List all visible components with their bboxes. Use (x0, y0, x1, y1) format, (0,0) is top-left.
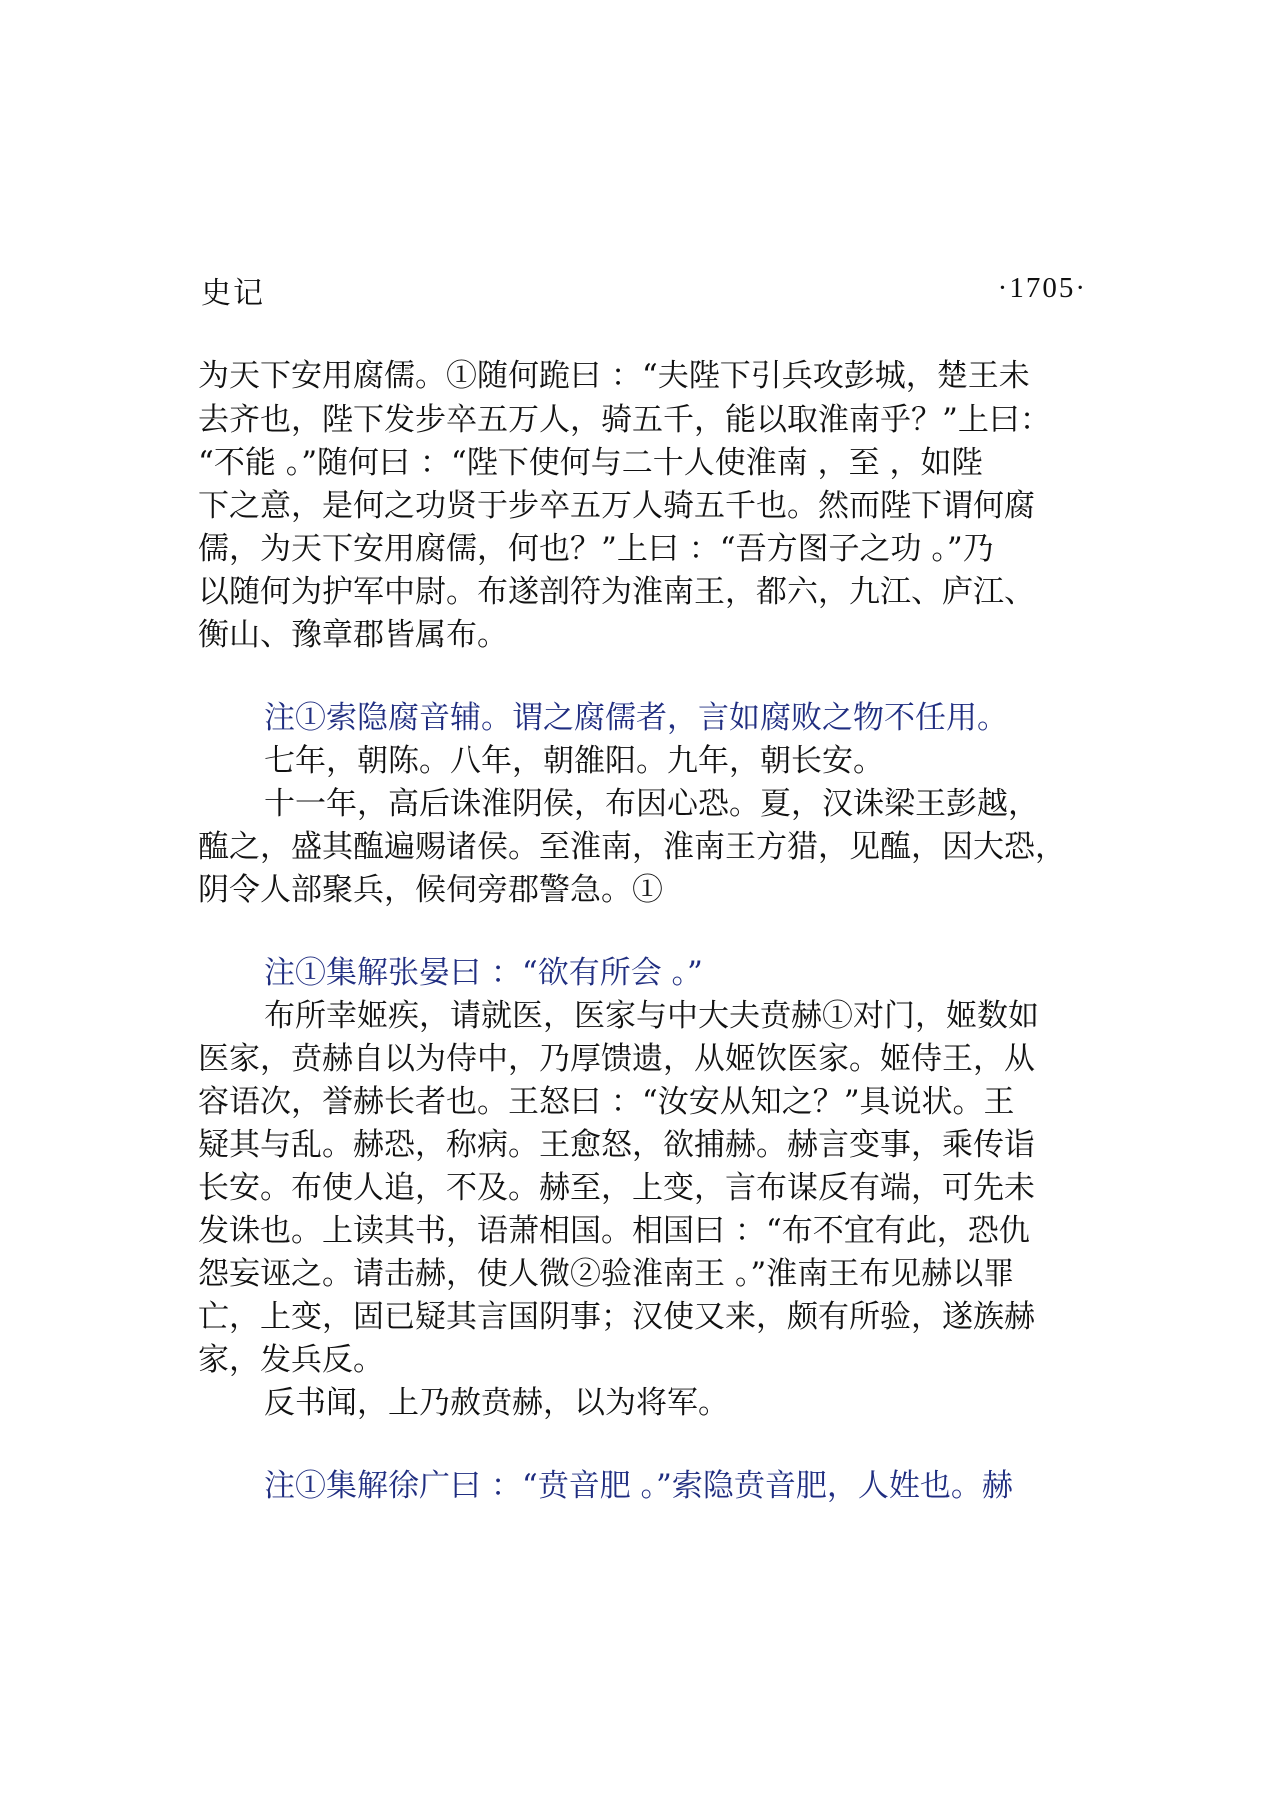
text-line: 醢之，盛其醢遍赐诸侯。至淮南，淮南王方猎，见醢，因大恐， (198, 829, 1066, 865)
text-line: 布所幸姬疾，请就医，医家与中大夫贲赫①对门，姬数如 (264, 998, 1039, 1034)
text-line: 以随何为护军中尉。布遂剖符为淮南王，都六，九江、庐江、 (198, 574, 1035, 610)
text-line: 七年，朝陈。八年，朝雒阳。九年，朝长安。 (264, 743, 884, 779)
text-line: “不能 。”随何曰 ：“陛下使何与二十人使淮南 ，至 ，如陛 (198, 445, 983, 481)
running-header-title: 史记 (201, 276, 265, 311)
text-line: 疑其与乱。赫恐，称病。王愈怒，欲捕赫。赫言变事，乘传诣 (198, 1127, 1035, 1163)
text-line: 衡山、豫章郡皆属布。 (198, 617, 508, 653)
annotation-note: 注①索隐腐音辅。谓之腐儒者，言如腐败之物不任用。 (264, 700, 1008, 736)
text-line: 反书闻，上乃赦贲赫，以为将军。 (264, 1385, 729, 1421)
text-line: 怨妄诬之。请击赫，使人微②验淮南王 。”淮南王布见赫以罪 (198, 1256, 1015, 1292)
text-line: 发诛也。上读其书，语萧相国。相国曰 ：“布不宜有此，恐仇 (198, 1213, 1030, 1249)
text-line: 容语次，誉赫长者也。王怒曰 ：“汝安从知之？”具说状。王 (198, 1084, 1015, 1120)
annotation-note: 注①集解徐广曰 ：“贲音肥 。”索隐贲音肥，人姓也。赫 (264, 1468, 1013, 1504)
annotation-note: 注①集解张晏曰 ：“欲有所会 。” (264, 955, 703, 991)
text-line: 亡，上变，固已疑其言国阴事；汉使又来，颇有所验，遂族赫 (198, 1299, 1035, 1335)
text-line: 医家，贲赫自以为侍中，乃厚馈遗，从姬饮医家。姬侍王，从 (198, 1041, 1035, 1077)
text-line: 阴令人部聚兵，候伺旁郡警急。① (198, 872, 663, 908)
text-line: 为天下安用腐儒。①随何跪曰 ：“夫陛下引兵攻彭城，楚王未 (198, 358, 1030, 394)
page-number: ·1705· (997, 272, 1087, 304)
text-line: 家，发兵反。 (198, 1342, 384, 1378)
text-line: 长安。布使人追，不及。赫至，上变，言布谋反有端，可先未 (198, 1170, 1035, 1206)
text-line: 儒，为天下安用腐儒，何也？”上曰 ：“吾方图子之功 。”乃 (198, 531, 994, 567)
text-line: 去齐也，陛下发步卒五万人，骑五千，能以取淮南乎？”上曰： (198, 402, 1051, 438)
text-line: 下之意，是何之功贤于步卒五万人骑五千也。然而陛下谓何腐 (198, 488, 1035, 524)
text-line: 十一年，高后诛淮阴侯，布因心恐。夏，汉诛梁王彭越， (264, 786, 1039, 822)
